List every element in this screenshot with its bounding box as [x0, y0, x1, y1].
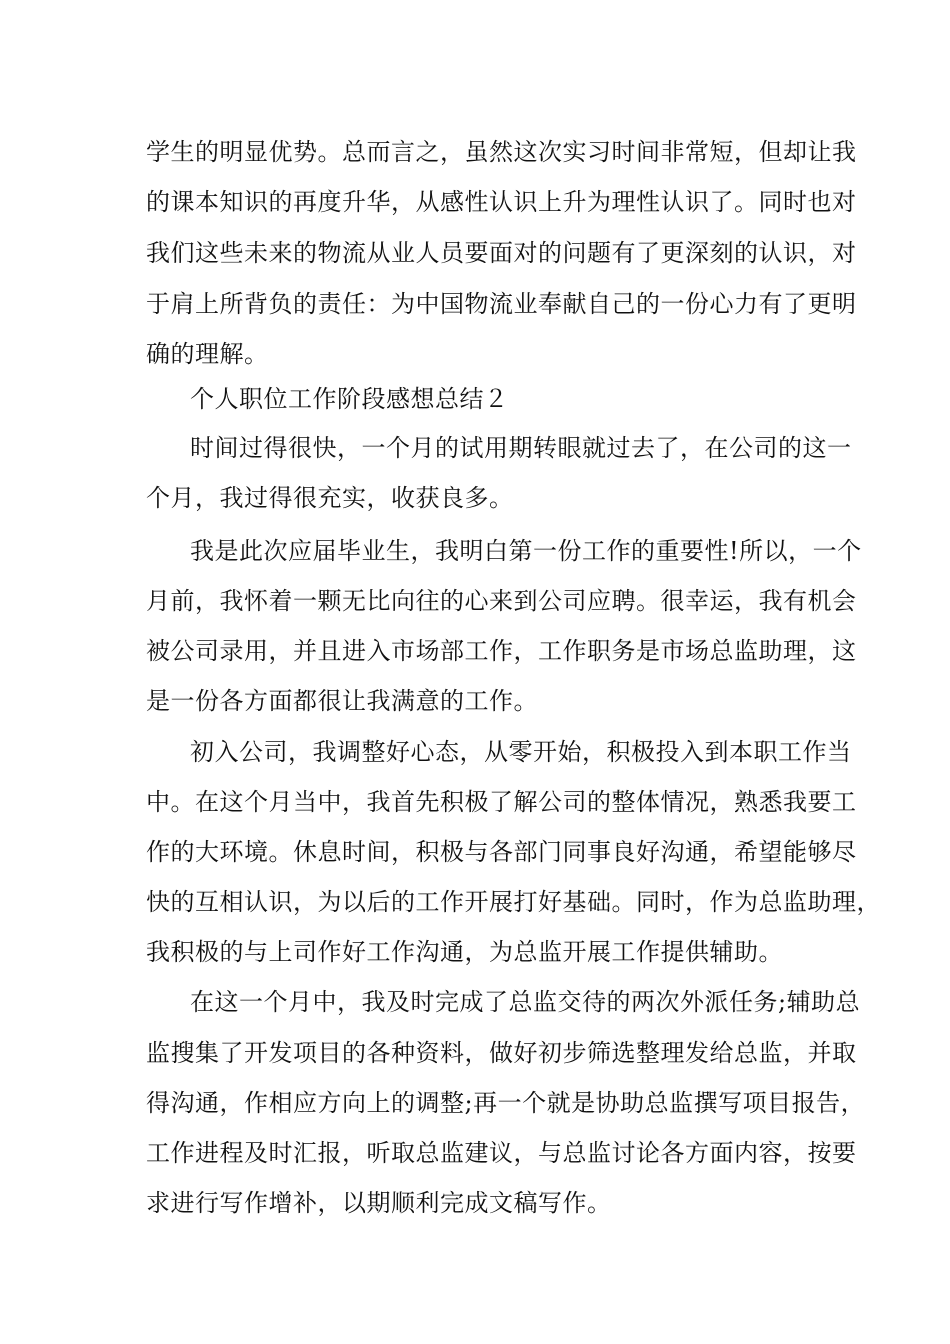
text-line: 作的大环境。休息时间，积极与各部门同事良好沟通，希望能够尽: [146, 838, 857, 866]
text-line: 时间过得很快，一个月的试用期转眼就过去了，在公司的这一: [190, 434, 852, 462]
text-line: 在这一个月中，我及时完成了总监交待的两次外派任务;辅助总: [190, 988, 861, 1016]
text-line: 监搜集了开发项目的各种资料，做好初步筛选整理发给总监，并取: [146, 1039, 857, 1067]
text-line: 我积极的与上司作好工作沟通，为总监开展工作提供辅助。: [146, 938, 783, 966]
text-line: 的课本知识的再度升华，从感性认识上升为理性认识了。同时也对: [146, 188, 857, 216]
text-line: 是一份各方面都很让我满意的工作。: [146, 687, 538, 715]
text-line: 快的互相认识，为以后的工作开展打好基础。同时，作为总监助理，: [146, 888, 881, 916]
text-line: 我是此次应届毕业生，我明白第一份工作的重要性!所以，一个: [190, 537, 862, 565]
text-line: 个月，我过得很充实，收获良多。: [146, 484, 514, 512]
text-line: 得沟通，作相应方向上的调整;再一个就是协助总监撰写项目报告，: [146, 1089, 866, 1117]
text-line: 我们这些未来的物流从业人员要面对的问题有了更深刻的认识，对: [146, 239, 857, 267]
text-line: 学生的明显优势。总而言之，虽然这次实习时间非常短，但却让我: [146, 138, 857, 166]
text-line: 中。在这个月当中，我首先积极了解公司的整体情况，熟悉我要工: [146, 788, 857, 816]
text-line: 月前，我怀着一颗无比向往的心来到公司应聘。很幸运，我有机会: [146, 587, 857, 615]
text-line: 被公司录用，并且进入市场部工作，工作职务是市场总监助理，这: [146, 637, 857, 665]
text-line: 工作进程及时汇报，听取总监建议，与总监讨论各方面内容，按要: [146, 1139, 857, 1167]
text-line: 确的理解。: [146, 340, 269, 368]
text-line: 求进行写作增补，以期顺利完成文稿写作。: [146, 1189, 612, 1217]
section-heading: 个人职位工作阶段感想总结２: [190, 385, 509, 413]
text-line: 于肩上所背负的责任：为中国物流业奉献自己的一份心力有了更明: [146, 290, 857, 318]
text-line: 初入公司，我调整好心态，从零开始，积极投入到本职工作当: [190, 738, 852, 766]
